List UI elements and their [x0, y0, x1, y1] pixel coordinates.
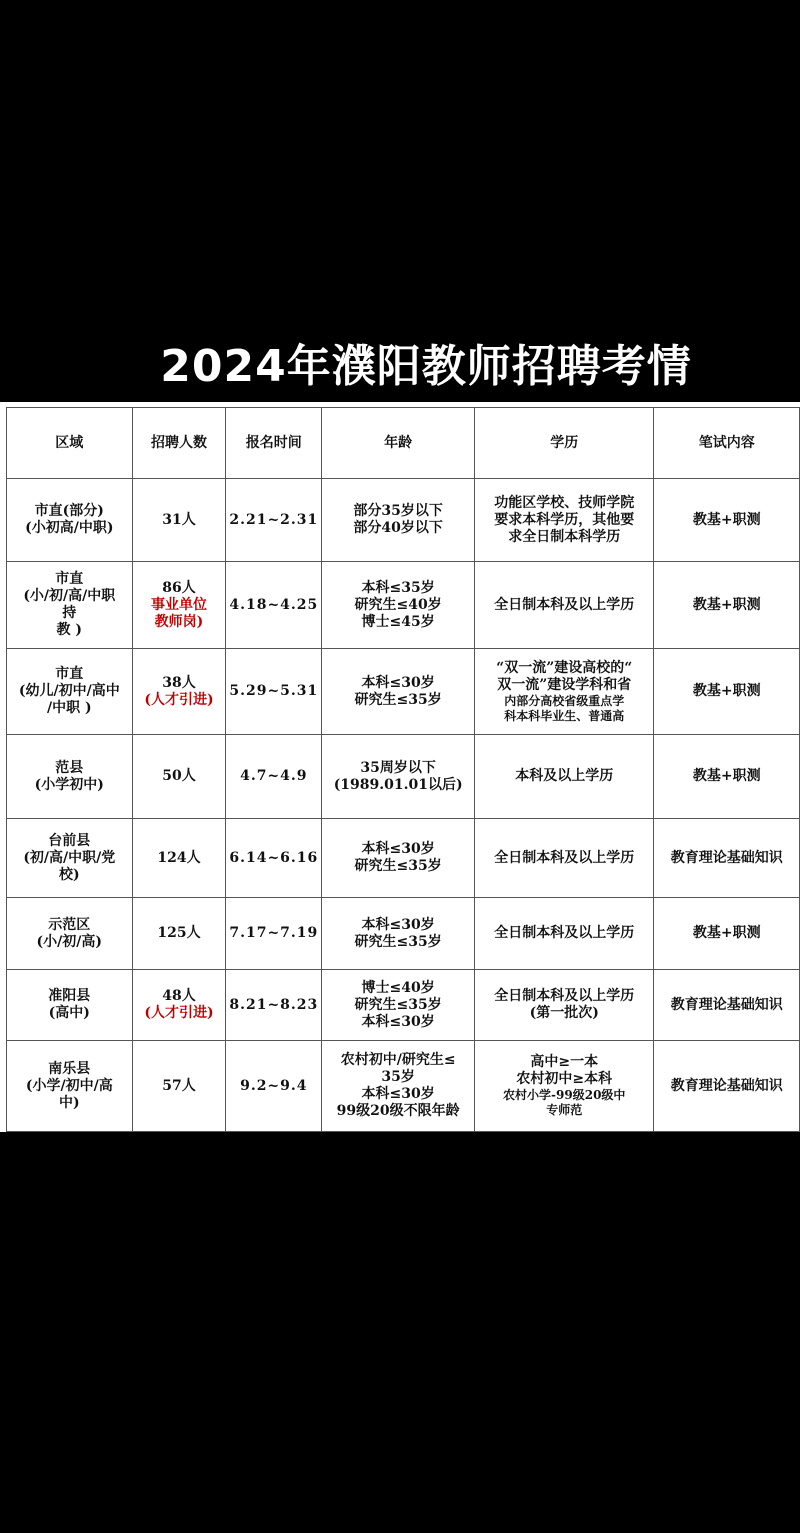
cell-count [132, 562, 226, 649]
region-line: 范县 [55, 759, 84, 776]
region-line: (小/初/高/中职 [23, 588, 116, 604]
cell-count [132, 898, 226, 970]
age-line: 博士≤40岁 [361, 979, 435, 996]
table-header-row [7, 408, 800, 479]
count-note: (人才引进) [144, 691, 214, 708]
age-line: 本科≤30岁 [361, 916, 435, 933]
region-line: (小学/初中/高 [25, 1077, 113, 1094]
cell-education [475, 970, 654, 1041]
education-note: 科本科毕业生、普通高 [504, 708, 625, 723]
region-line: 中) [58, 1094, 80, 1111]
age-line: 部分35岁以下 [353, 503, 443, 519]
cell-age [322, 649, 475, 735]
cell-education [475, 898, 654, 970]
region-line: 教 ) [56, 622, 83, 638]
region-line: (小初高/中职) [25, 520, 114, 536]
count-note: 教师岗) [154, 613, 204, 630]
count-value: 50人 [162, 768, 196, 784]
recruitment-table [6, 407, 800, 1132]
age-line: (1989.01.01以后) [333, 776, 463, 793]
cell-age [322, 479, 475, 562]
age-line: 本科≤30岁 [361, 1013, 435, 1030]
region-line: (小/初/高) [36, 933, 103, 950]
cell-age [322, 1041, 475, 1132]
count-value: 48人 [162, 988, 196, 1004]
table-row [7, 649, 800, 735]
cell-age [322, 970, 475, 1041]
header-time: 报名时间 [226, 408, 322, 479]
education-line: 农村初中≥本科 [516, 1071, 613, 1087]
region-line: 准阳县 [48, 988, 91, 1004]
cell-registration-time: 9.2~9.4 [226, 1041, 322, 1132]
cell-count [132, 479, 226, 562]
age-line: 研究生≤35岁 [354, 691, 442, 708]
count-value: 31人 [162, 511, 196, 528]
header-count: 招聘人数 [132, 408, 226, 479]
region-line: (高中) [48, 1005, 90, 1021]
region-line: 市直 [55, 571, 84, 587]
age-line: 农村初中/研究生≤ [340, 1052, 456, 1068]
education-line: 功能区学校、技师学院 [494, 494, 635, 511]
cell-count [132, 1041, 226, 1132]
cell-region [7, 479, 133, 562]
education-line: 全日制本科及以上学历 [494, 988, 635, 1004]
region-line: 持 [62, 605, 77, 621]
region-line: 校) [58, 866, 80, 883]
age-line: 本科≤30岁 [361, 1086, 435, 1102]
education-note: 专师范 [546, 1103, 583, 1117]
education-line: 全日制本科及以上学历 [494, 849, 635, 866]
education-line: 全日制本科及以上学历 [494, 596, 635, 613]
region-line: /中职 ) [46, 700, 92, 716]
cell-education [475, 562, 654, 649]
age-line: 本科≤30岁 [361, 674, 435, 691]
cell-registration-time: 4.7~4.9 [226, 735, 322, 819]
table-row [7, 479, 800, 562]
cell-registration-time: 6.14~6.16 [226, 819, 322, 898]
age-line: 研究生≤35岁 [354, 933, 442, 950]
spreadsheet [0, 402, 800, 1132]
education-line: 本科及以上学历 [515, 768, 614, 784]
age-line: 35岁 [381, 1069, 415, 1085]
education-line: 双一流”建设学科和省 [497, 676, 632, 693]
header-region: 区域 [7, 408, 133, 479]
table-row [7, 562, 800, 649]
cell-exam: 教基+职测 [654, 562, 800, 649]
count-value: 125人 [157, 925, 201, 941]
cell-count [132, 970, 226, 1041]
count-value: 57人 [162, 1077, 196, 1094]
cell-exam: 教基+职测 [654, 898, 800, 970]
region-line: (幼儿/初中/高中 [18, 683, 120, 699]
age-line: 研究生≤35岁 [354, 996, 442, 1013]
age-line: 35周岁以下 [360, 759, 436, 776]
cell-age [322, 735, 475, 819]
age-line: 本科≤30岁 [361, 841, 435, 857]
education-note: 内部分高校省级重点学 [504, 693, 625, 708]
table-row [7, 735, 800, 819]
cell-age [322, 819, 475, 898]
cell-count [132, 735, 226, 819]
cell-count [132, 649, 226, 735]
cell-region [7, 735, 133, 819]
cell-exam: 教育理论基础知识 [654, 970, 800, 1041]
header-exam: 笔试内容 [654, 408, 800, 479]
cell-region [7, 1041, 133, 1132]
header-age: 年龄 [322, 408, 475, 479]
region-line: (小学初中) [34, 776, 104, 793]
cell-registration-time: 2.21~2.31 [226, 479, 322, 562]
cell-exam: 教育理论基础知识 [654, 819, 800, 898]
cell-education [475, 735, 654, 819]
region-line: 市直 [55, 666, 84, 682]
region-line: 示范区 [48, 916, 91, 933]
age-line: 研究生≤35岁 [354, 858, 442, 874]
cell-region [7, 562, 133, 649]
cell-age [322, 898, 475, 970]
cell-region [7, 819, 133, 898]
cell-registration-time: 8.21~8.23 [226, 970, 322, 1041]
region-line: 市直(部分) [34, 503, 104, 519]
table-row [7, 970, 800, 1041]
count-value: 38人 [162, 674, 196, 691]
education-line: (第一批次) [529, 1005, 599, 1021]
education-line: 全日制本科及以上学历 [494, 925, 635, 941]
cell-education [475, 649, 654, 735]
table-row [7, 1041, 800, 1132]
header-education: 学历 [475, 408, 654, 479]
education-line: 要求本科学历，其他要 [494, 511, 635, 528]
count-note: 事业单位 [150, 596, 207, 613]
age-line: 研究生≤40岁 [354, 596, 442, 613]
region-line: (初/高/中职/党 [23, 849, 116, 866]
education-line: 高中≥一本 [530, 1054, 599, 1070]
count-value: 124人 [157, 849, 201, 866]
cell-education [475, 819, 654, 898]
age-line: 部分40岁以下 [353, 520, 443, 536]
cell-education [475, 479, 654, 562]
count-value: 86人 [162, 579, 196, 596]
cell-exam: 教基+职测 [654, 479, 800, 562]
count-note: (人才引进) [144, 1005, 214, 1021]
table-row [7, 819, 800, 898]
region-line: 南乐县 [48, 1060, 91, 1077]
table-row [7, 898, 800, 970]
cell-region [7, 898, 133, 970]
cell-age [322, 562, 475, 649]
cell-education [475, 1041, 654, 1132]
cell-exam: 教基+职测 [654, 735, 800, 819]
age-line: 本科≤35岁 [361, 579, 435, 596]
cell-exam: 教育理论基础知识 [654, 1041, 800, 1132]
age-line: 99级20级不限年龄 [336, 1103, 460, 1119]
education-line: “双一流”建设高校的“ [496, 659, 633, 676]
cell-region [7, 649, 133, 735]
education-note: 农村小学-99级20级中 [503, 1088, 626, 1102]
cell-region [7, 970, 133, 1041]
education-line: 求全日制本科学历 [508, 528, 621, 545]
cell-registration-time: 7.17~7.19 [226, 898, 322, 970]
cell-count [132, 819, 226, 898]
page-title: 2024年濮阳教师招聘考情 [160, 341, 692, 392]
region-line: 台前县 [48, 832, 91, 849]
cell-registration-time: 4.18~4.25 [226, 562, 322, 649]
cell-registration-time: 5.29~5.31 [226, 649, 322, 735]
cell-exam: 教基+职测 [654, 649, 800, 735]
age-line: 博士≤45岁 [361, 613, 435, 630]
